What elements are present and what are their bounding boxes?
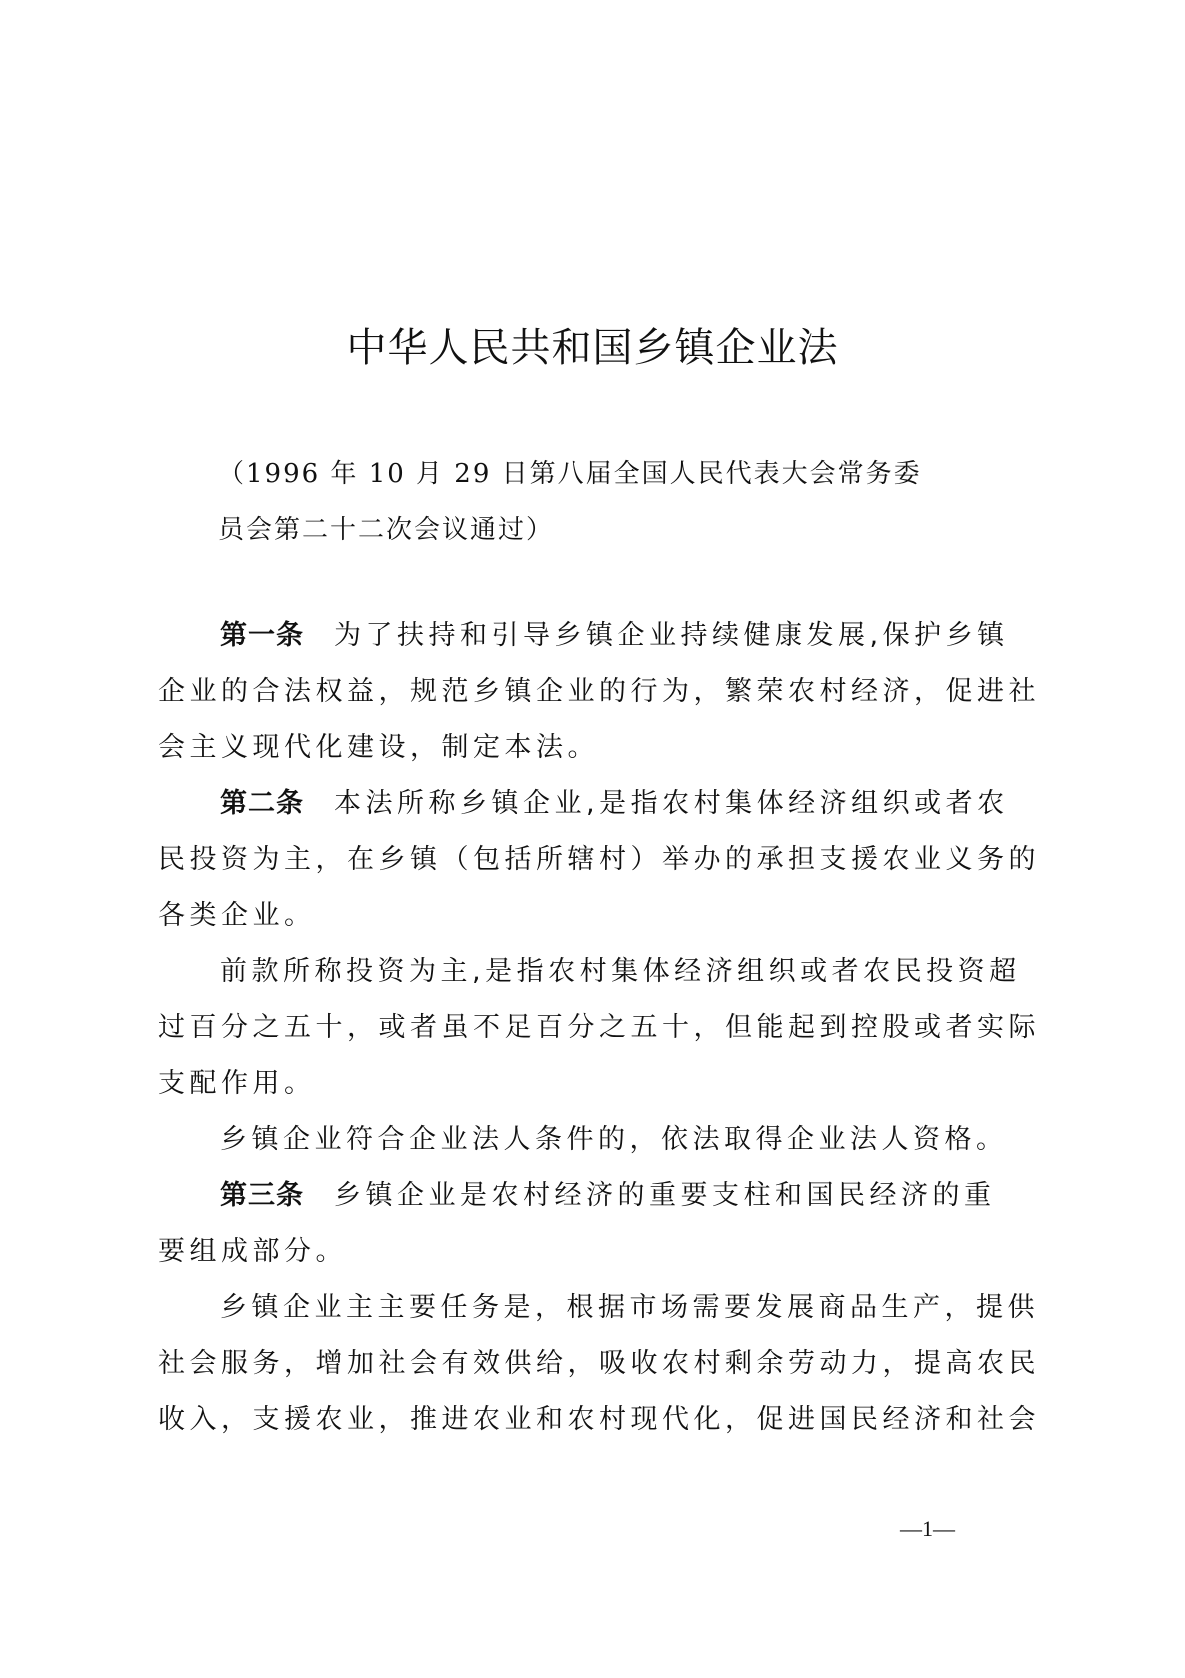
body-text-segment: 乡镇企业是农村经济的重要支柱和国民经济的重: [334, 1180, 996, 1211]
body-text-segment: 本法所称乡镇企业,是指农村集体经济组织或者农: [334, 788, 1009, 819]
article-first-line: [158, 1168, 1038, 1224]
body-line: [158, 664, 1038, 720]
body-line: [158, 832, 1038, 888]
article-first-line: [158, 608, 1038, 664]
article-first-line: [158, 776, 1038, 832]
article-label: 第二条: [220, 788, 304, 819]
body-text-segment: 收入，支援农业，推进农业和农村现代化，促进国民经济和社会: [158, 1404, 1040, 1435]
body-text-segment: 社会服务，增加社会有效供给，吸收农村剩余劳动力，提高农民: [158, 1348, 1040, 1379]
body-line: [158, 1056, 1038, 1112]
body-text-segment: 民投资为主，在乡镇（包括所辖村）举办的承担支援农业义务的: [158, 844, 1040, 875]
body-text-segment: 乡镇企业符合企业法人条件的，依法取得企业法人资格。: [220, 1124, 1008, 1155]
body-line: [158, 1000, 1038, 1056]
body-text-segment: 各类企业。: [158, 900, 316, 931]
body-text-segment: 为了扶持和引导乡镇企业持续健康发展,保护乡镇: [334, 620, 1009, 651]
adoption-note-line: 员会第二十二次会议通过）: [218, 515, 555, 545]
body-text-segment: 前款所称投资为主,是指农村集体经济组织或者农民投资超: [220, 956, 1021, 987]
body-text-segment: 乡镇企业主主要任务是，根据市场需要发展商品生产，提供: [220, 1292, 1039, 1323]
body-line: [158, 1392, 1038, 1448]
body-line: [158, 888, 1038, 944]
article-label: 第三条: [220, 1180, 304, 1211]
body-line: [158, 1336, 1038, 1392]
body-text-segment: 企业的合法权益，规范乡镇企业的行为，繁荣农村经济，促进社: [158, 676, 1040, 707]
body-text-segment: 过百分之五十，或者虽不足百分之五十，但能起到控股或者实际: [158, 1012, 1040, 1043]
body-line: [158, 1224, 1038, 1280]
body-text-segment: 支配作用。: [158, 1068, 316, 1099]
article-label: 第一条: [220, 620, 304, 651]
body-line: [158, 720, 1038, 776]
body-line: [158, 944, 1038, 1000]
law-body: [158, 608, 1038, 1448]
document-title: 中华人民共和国乡镇企业法: [346, 325, 839, 371]
body-text-segment: 要组成部分。: [158, 1236, 347, 1267]
body-line: [158, 1112, 1038, 1168]
body-text-segment: 会主义现代化建设，制定本法。: [158, 732, 599, 763]
body-line: [158, 1280, 1038, 1336]
page-number: —1—: [900, 1516, 955, 1541]
adoption-note-line: （1996 年 10 月 29 日第八届全国人民代表大会常务委: [218, 459, 922, 489]
adoption-note: [218, 444, 978, 556]
